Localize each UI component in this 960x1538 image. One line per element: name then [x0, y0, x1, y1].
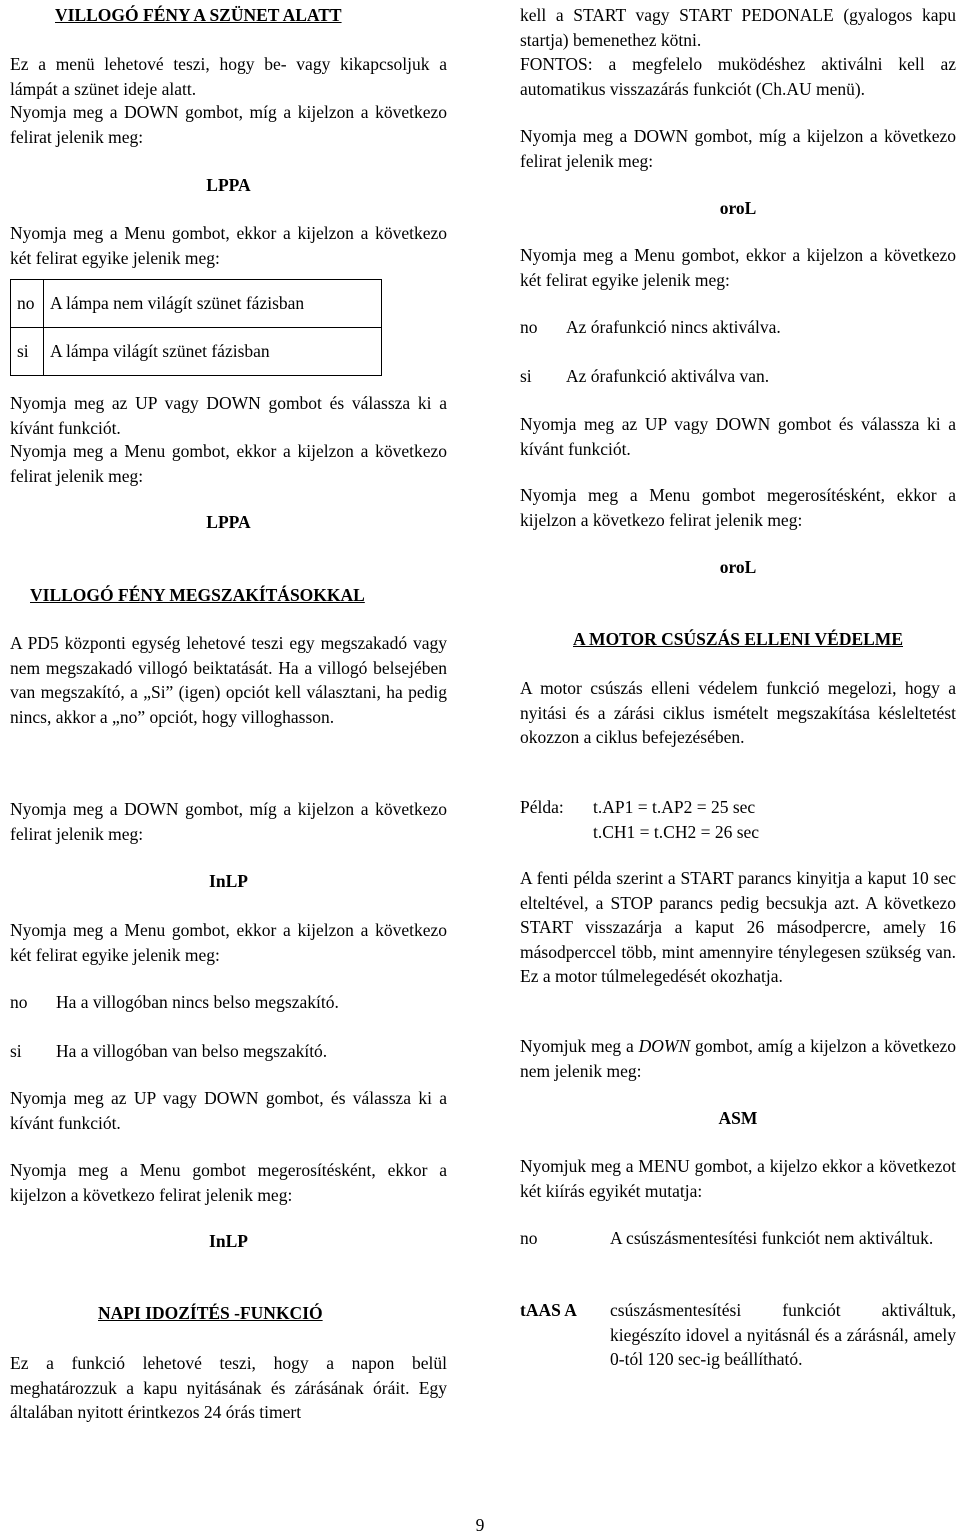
- paragraph: Nyomja meg az UP vagy DOWN gombot és válassza ki a kívánt funkciót.: [10, 393, 447, 438]
- section-heading-daily-timer: NAPI IDOZÍTÉS -FUNKCIÓ: [98, 1303, 323, 1323]
- page-number: 9: [475, 1515, 485, 1535]
- paragraph: Nyomjuk meg a MENU gombot, a kijelzo ekkor a következot két kiírás egyikét mutatja:: [520, 1156, 956, 1201]
- list-item: [520, 315, 956, 340]
- section-heading-motor-slip: A MOTOR CSÚSZÁS ELLENI VÉDELME: [573, 629, 903, 649]
- paragraph: FONTOS: a megfelelo muködéshez aktiválni kell az automatikus visszazárás funkciót (Ch.AU menü).: [520, 54, 956, 99]
- option-description: Az órafunkció aktiválva van.: [566, 366, 770, 386]
- section-heading-interrupted-flash: VILLOGÓ FÉNY MEGSZAKÍTÁSOKKAL: [30, 585, 365, 605]
- paragraph: Nyomja meg a Menu gombot, ekkor a kijelzon a következo két felirat egyike jelenik meg:: [520, 245, 956, 290]
- paragraph: Nyomja meg a Menu gombot, ekkor a kijelzon a következo két felirat egyike jelenik meg:: [10, 223, 447, 268]
- text-run: gombot, amíg a kijelzon a következo nem jelenik meg:: [520, 1036, 956, 1081]
- display-code: InLP: [209, 871, 248, 891]
- option-key: no: [520, 317, 538, 337]
- paragraph: Nyomja meg a DOWN gombot, míg a kijelzon a következo felirat jelenik meg:: [10, 799, 447, 844]
- paragraph: Nyomja meg a Menu gombot, ekkor a kijelzon a következo felirat jelenik meg:: [10, 441, 447, 486]
- option-description: Ha a villogóban nincs belso megszakító.: [56, 992, 339, 1012]
- option-key: no: [11, 280, 44, 328]
- display-code: LPPA: [206, 175, 251, 195]
- options-table: [10, 279, 382, 376]
- paragraph: Nyomja meg a Menu gombot, ekkor a kijelzon a következo két felirat egyike jelenik meg:: [10, 920, 447, 965]
- example-line: t.AP1 = t.AP2 = 25 sec: [593, 797, 756, 817]
- paragraph: Nyomja meg a DOWN gombot, míg a kijelzon a következo felirat jelenik meg:: [10, 102, 447, 147]
- display-code: InLP: [209, 1231, 248, 1251]
- list-item: [10, 990, 447, 1015]
- paragraph: Nyomja meg az UP vagy DOWN gombot és válassza ki a kívánt funkciót.: [520, 414, 956, 459]
- display-code: ASM: [718, 1108, 758, 1128]
- option-description: A lámpa nem világít szünet fázisban: [44, 280, 382, 328]
- paragraph: Nyomja meg a Menu gombot megerosítésként, ekkor a kijelzon a következo felirat jelenik meg:: [520, 485, 956, 530]
- display-code: oroL: [719, 557, 757, 577]
- paragraph: Nyomja meg a Menu gombot megerosítésként, ekkor a kijelzon a következo felirat jelenik meg:: [10, 1160, 447, 1205]
- paragraph: Ez a menü lehetové teszi, hogy be- vagy kikapcsoljuk a lámpát a szünet ideje alatt.: [10, 54, 447, 99]
- text-run-italic: DOWN: [638, 1036, 691, 1056]
- paragraph: kell a START vagy START PEDONALE (gyalogos kapu startja) bemenethez kötni.: [520, 5, 956, 50]
- option-description: Ha a villogóban van belso megszakító.: [56, 1041, 328, 1061]
- list-item: [520, 364, 956, 389]
- paragraph: A fenti példa szerint a START parancs kinyitja a kaput 10 sec elteltével, a STOP parancs pedig becsukja azt. A következo START visszazárja a kaput 26 másodpercre, amely 16 másodperccel több, mint amennyire ténylegesen szükség van. Ez a motor túlmelegedését okozhatja.: [520, 868, 956, 986]
- option-description: Az órafunkció nincs aktiválva.: [566, 317, 781, 337]
- paragraph: A PD5 központi egység lehetové teszi egy megszakadó vagy nem megszakadó villogó beiktatását. Ha a villogó belsejében van megszakító, a „Si” (igen) opciót kell választani, ha pedig nincs, akkor a „no” opciót, hogy villoghasson.: [10, 633, 447, 727]
- option-description: csúszásmentesítési funkciót aktiváltuk, kiegészíto idovel a nyitásnál és a zárásnál, amely 0-tól 120 sec-ig beállítható.: [610, 1300, 956, 1369]
- paragraph: Nyomja meg az UP vagy DOWN gombot, és válassza ki a kívánt funkciót.: [10, 1088, 447, 1133]
- table-row: [11, 328, 382, 376]
- table-row: [11, 280, 382, 328]
- display-code: oroL: [719, 198, 757, 218]
- option-key: no: [520, 1228, 538, 1248]
- display-code: LPPA: [206, 512, 251, 532]
- section-heading-pause-flash: VILLOGÓ FÉNY A SZÜNET ALATT: [55, 5, 342, 25]
- list-item: [10, 1039, 447, 1064]
- option-key: tAAS A: [520, 1300, 577, 1320]
- example-line: t.CH1 = t.CH2 = 26 sec: [593, 822, 760, 842]
- example-block: [520, 795, 956, 845]
- paragraph: Nyomja meg a DOWN gombot, míg a kijelzon a következo felirat jelenik meg:: [520, 126, 956, 171]
- option-key: si: [520, 366, 532, 386]
- text-run: Nyomjuk meg a: [520, 1036, 639, 1056]
- example-label: Példa:: [520, 797, 564, 817]
- option-description: A csúszásmentesítési funkciót nem aktiváltuk.: [610, 1228, 934, 1248]
- paragraph: Ez a funkció lehetové teszi, hogy a napon belül meghatározzuk a kapu nyitásának és zárásának óráit. Egy általában nyitott érintkezos 24 órás timert: [10, 1353, 447, 1422]
- paragraph: [520, 1034, 956, 1083]
- option-key: si: [10, 1041, 22, 1061]
- paragraph: A motor csúszás elleni védelem funkció megelozi, hogy a nyitási és a zárási ciklus ismételt megszakítása késleltetést okozzon a ciklus befejezésében.: [520, 678, 956, 747]
- option-description: A lámpa világít szünet fázisban: [44, 328, 382, 376]
- option-key: si: [11, 328, 44, 376]
- option-key: no: [10, 992, 28, 1012]
